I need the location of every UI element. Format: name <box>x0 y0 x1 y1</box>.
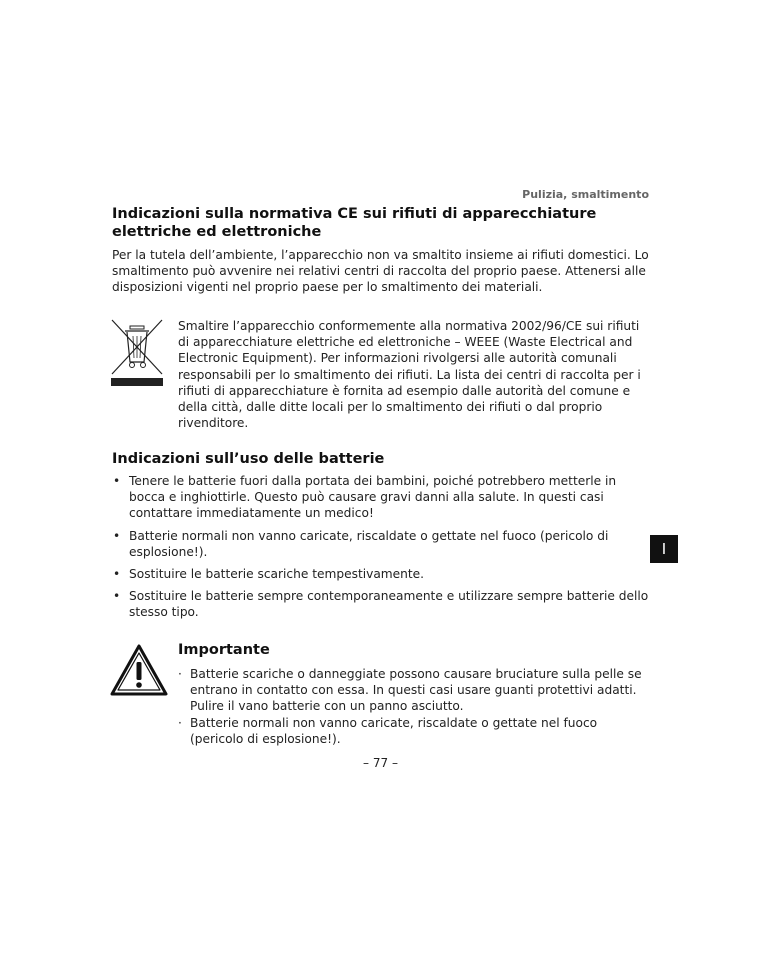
weee-disposal-text: Smaltire l’apparecchio conformemente alla normativa 2002/96/CE sui rifiuti di apparecchiature elettriche ed elettroniche – WEEE (Waste Electrical and Electronic Equipment). Per informazioni rivolgersi alle autorità comunali responsabili per lo smaltimento dei rifiuti. La lista dei centri di raccolta per i rifiuti di apparecchiature è fornita ad esempio dalle autorità del comune e della città, dalle ditte locali per lo smaltimento dei rifiuti o dal proprio rivenditore. <box>178 319 641 431</box>
section-running-header: Pulizia, smaltimento <box>522 188 649 201</box>
weee-heading: Indicazioni sulla normativa CE sui rifiuti di apparecchiature elettriche ed elettroniche <box>112 206 597 240</box>
list-item: • Sostituire le batterie scariche tempestivamente. <box>113 567 425 582</box>
bullet-marker: • <box>113 474 121 488</box>
bullet-marker: · <box>178 715 182 730</box>
bullet-marker: · <box>178 667 182 681</box>
list-item: · Batterie normali non vanno caricate, riscaldate o gettate nel fuoco (pericolo di esplosione!). <box>178 715 598 746</box>
list-item: • Sostituire le batterie sempre contemporaneamente e utilizzare sempre batterie dello stesso tipo. <box>113 589 649 620</box>
bullet-marker: • <box>113 528 121 543</box>
important-heading: Importante <box>178 642 270 658</box>
language-tab-marker: I <box>650 535 678 563</box>
list-item: • Batterie normali non vanno caricate, riscaldate o gettate nel fuoco (pericolo di esplosione!). <box>113 528 609 559</box>
important-list <box>178 666 648 747</box>
bullet-marker: • <box>113 567 121 582</box>
warning-triangle-icon <box>110 644 168 696</box>
list-item: • Tenere le batterie fuori dalla portata dei bambini, poiché potrebbero metterle in bocca e inghiottirle. Questo può causare gravi danni alla salute. In questi casi contattare immediatamente un medico! <box>113 474 617 521</box>
page-number: – 77 – <box>363 756 398 770</box>
crossed-out-wheelie-bin-icon <box>110 318 164 388</box>
environment-paragraph: Per la tutela dell’ambiente, l’apparecchio non va smaltito insieme ai rifiuti domestici. Lo smaltimento può avvenire nei relativi centri di raccolta del proprio paese. Attenersi alle disposizioni vigenti nel proprio paese per lo smaltimento dei materiali. <box>112 248 649 295</box>
list-item: · Batterie scariche o danneggiate possono causare bruciature sulla pelle se entrano in contatto con essa. In questi casi usare guanti protettivi adatti. Pulire il vano batterie con un panno asciutto. <box>178 667 642 714</box>
battery-bullet-list <box>112 473 652 627</box>
batteries-heading: Indicazioni sull’uso delle batterie <box>112 451 385 467</box>
bullet-marker: • <box>113 589 121 604</box>
